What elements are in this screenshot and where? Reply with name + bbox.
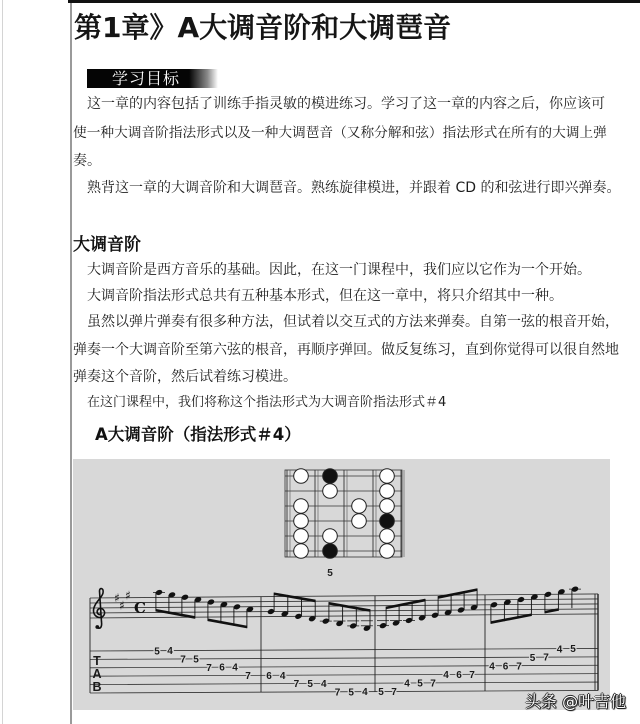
tab-fret-number: 7 [430, 678, 436, 690]
section-heading: 大调音阶 [73, 235, 141, 255]
tab-fret-number: 5 [378, 687, 384, 699]
beam [156, 610, 195, 617]
tab-clef-letter: A [92, 667, 102, 681]
tab-fret-number: 4 [167, 646, 173, 658]
tab-fret-number: 7 [391, 687, 397, 699]
tab-fret-number: 6 [219, 662, 225, 674]
tab-fret-number: 7 [469, 669, 475, 681]
tab-fret-number: 4 [362, 687, 368, 699]
tab-fret-number: 5 [570, 644, 576, 656]
tab-fret-number: 7 [180, 654, 186, 666]
beam [438, 590, 477, 598]
section-paragraph-3-line-3: 弹奏这个音阶，然后试着练习模进。 [73, 369, 297, 385]
scale-note-dot [323, 484, 338, 499]
scale-note-dot [294, 469, 309, 484]
tab-line [90, 674, 598, 677]
scale-note-dot [352, 499, 367, 514]
chapter-title: 第1章》A大调音阶和大调琶音 [74, 11, 452, 44]
tab-fret-number: 5 [529, 652, 536, 664]
section-paragraph-3-line-1: 虽然以弹片弹奏有很多种方法，但试着以交互式的方法来弹奏。自第一弦的根音开始， [87, 314, 619, 330]
root-note-dot [380, 514, 395, 529]
fretboard-diagram [285, 469, 404, 579]
beam [208, 620, 247, 627]
scale-note-dot [294, 514, 309, 529]
scale-note-dot [294, 529, 309, 544]
tab-clef-letter: T [93, 654, 101, 668]
objectives-paragraph-1-line-2: 使一种大调音阶指法形式以及一种大调琶音（又称分解和弦）指法形式在所有的大调上弹 [73, 125, 607, 141]
objectives-paragraph-2: 熟背这一章的大调音阶和大调琶音。熟练旋律模进，并跟着 CD 的和弦进行即兴弹奏。 [87, 180, 621, 196]
tab-fret-number: 7 [334, 687, 341, 699]
tab-fret-number: 7 [245, 671, 251, 683]
tab-fret-number: 7 [206, 662, 212, 674]
badge-label: 学习目标 [112, 69, 181, 88]
measure-1 [153, 589, 254, 682]
objectives-paragraph-1-line-1: 这一章的内容包括了训练手指灵敏的模进练习。学习了这一章的内容之后，你应该可 [87, 96, 605, 112]
beam [545, 610, 559, 613]
section-paragraph-2: 大调音阶指法形式总共有五种基本形式，但在这一章中，将只介绍其中一种。 [87, 288, 563, 304]
tab-fret-number: 6 [266, 670, 272, 682]
sharp-icon: ♯ [119, 598, 125, 613]
measure-4 [489, 586, 581, 673]
root-note-dot [323, 469, 338, 484]
tab-line [90, 690, 598, 693]
treble-clef-hook [95, 625, 99, 629]
tab-fret-number: 4 [556, 644, 563, 656]
tab-fret-number: 7 [293, 679, 300, 691]
beam [386, 600, 425, 608]
section-paragraph-3-line-2: 弹奏一个大调音阶至第六弦的根音，再顺序弹回。做反复练习，直到你觉得可以很自然地 [73, 342, 619, 358]
tab-fret-number: 6 [456, 669, 462, 681]
scale-note-dot [380, 499, 395, 514]
scale-note-dot [294, 499, 309, 514]
sharp-icon: ♯ [114, 590, 120, 605]
objectives-paragraph-1-line-3: 奏。 [73, 153, 101, 169]
tab-line [90, 657, 598, 660]
measure-2 [266, 593, 373, 699]
treble-clef-icon [93, 589, 104, 629]
beam [274, 594, 315, 601]
beam [329, 603, 370, 610]
tab-fret-number: 5 [417, 678, 423, 690]
notation-system [90, 586, 598, 699]
scale-subheading: A大调音阶（指法形式＃4） [95, 425, 301, 444]
scale-note-dot [380, 544, 395, 559]
scale-note-dot [380, 469, 395, 484]
tab-fret-number: 5 [154, 646, 160, 658]
time-signature: C [134, 599, 146, 618]
tab-fret-number: 5 [193, 654, 199, 666]
tab-clef-letter: B [92, 680, 102, 694]
tab-line [90, 665, 598, 668]
tab-line [90, 682, 598, 685]
scale-note-dot [380, 484, 395, 499]
scale-note-dot [380, 529, 395, 544]
tab-fret-number: 4 [232, 662, 238, 674]
scale-note-dot [352, 514, 367, 529]
fret-position-label: 5 [327, 568, 333, 579]
tab-fret-number: 4 [404, 678, 410, 690]
tab-fret-number: 7 [543, 652, 549, 664]
root-note-dot [323, 544, 338, 559]
section-paragraph-1: 大调音阶是西方音乐的基础。因此，在这一门课程中，我们应以它作为一个开始。 [87, 262, 591, 278]
tab-fret-number: 4 [279, 670, 286, 682]
tab-fret-number: 6 [502, 661, 509, 673]
beam [491, 615, 532, 623]
tab-fret-number: 7 [516, 661, 522, 673]
tab-fret-number: 5 [348, 687, 354, 699]
tab-line [90, 648, 598, 651]
tab-fret-number: 4 [443, 670, 449, 682]
watermark: 头条 @叶吉他 [525, 692, 627, 711]
tab-fret-number: 4 [489, 661, 495, 673]
scale-note-dot [294, 544, 309, 559]
tab-fret-number: 5 [307, 679, 313, 691]
scale-note-dot [323, 529, 338, 544]
tab-fret-number: 4 [321, 679, 327, 691]
section-paragraph-4: 在这门课程中，我们将称这个指法形式为大调音阶指法形式＃4 [87, 395, 447, 410]
sharp-icon: ♯ [125, 588, 131, 603]
